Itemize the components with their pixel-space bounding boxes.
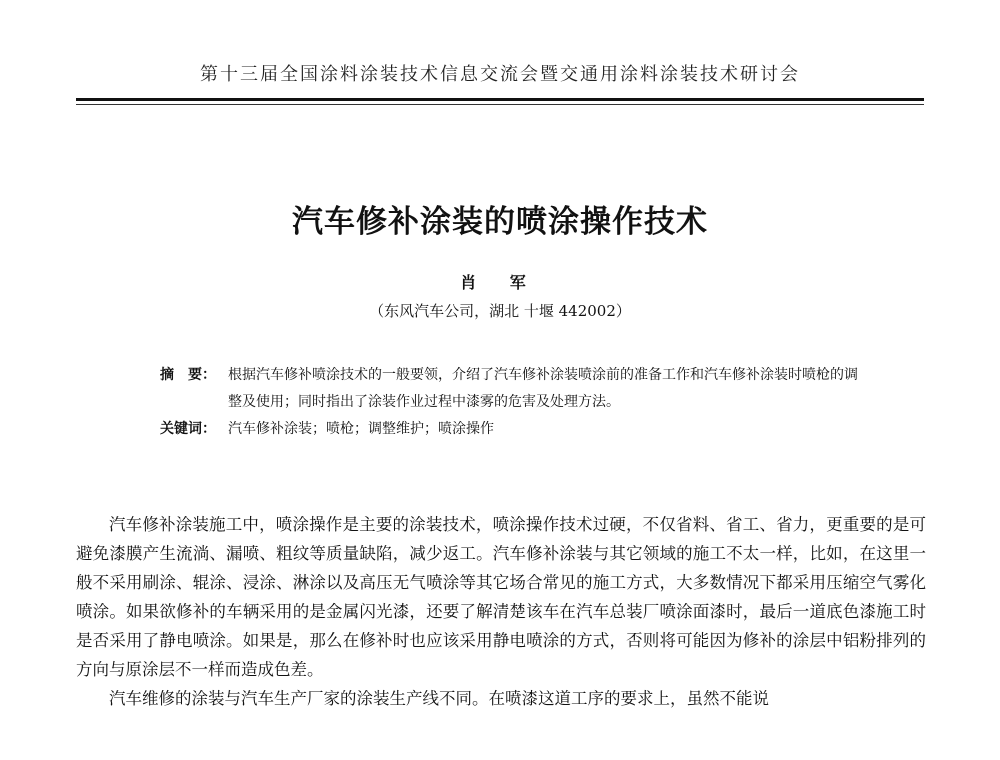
running-head: 第十三届全国涂料涂装技术信息交流会暨交通用涂料涂装技术研讨会 — [200, 64, 800, 85]
header-rule-thick — [76, 98, 924, 101]
keywords-label: 关键词： — [160, 421, 216, 437]
abstract-block — [160, 362, 860, 443]
paper-title: 汽车修补涂装的喷涂操作技术 — [292, 204, 708, 240]
keywords-row — [160, 416, 860, 443]
body-paragraph: 汽车修补涂装施工中，喷涂操作是主要的涂装技术，喷涂操作技术过硬，不仅省料、省工、省力，更重要的是可避免漆膜产生流淌、漏喷、粗纹等质量缺陷，减少返工。汽车修补涂装与其它领域的施工不太一样，比如，在这里一般不采用刷涂、辊涂、浸涂、淋涂以及高压无气喷涂等其它场合常见的施工方式，大多数情况下都采用压缩空气雾化喷涂。如果欲修补的车辆采用的是金属闪光漆，还要了解清楚该车在汽车总装厂喷涂面漆时，最后一道底色漆施工时是否采用了静电喷涂。如果是，那么在修补时也应该采用静电喷涂的方式，否则将可能因为修补的涂层中铝粉排列的方向与原涂层不一样而造成色差。 — [76, 515, 926, 679]
affiliation: （东风汽车公司，湖北 十堰 442002） — [369, 302, 631, 320]
author: 肖 军 — [460, 273, 540, 292]
body-paragraph: 汽车维修的涂装与汽车生产厂家的涂装生产线不同。在喷漆这道工序的要求上，虽然不能说 — [109, 689, 769, 708]
abstract-label: 摘 要： — [160, 367, 216, 383]
header-rule-thin — [76, 104, 924, 105]
keywords-text: 汽车修补涂装；喷枪；调整维护；喷涂操作 — [228, 421, 494, 437]
body-text — [76, 510, 926, 713]
abstract-row — [160, 362, 860, 416]
abstract-text: 根据汽车修补喷涂技术的一般要领，介绍了汽车修补涂装喷涂前的准备工作和汽车修补涂装时喷枪的调整及使用；同时指出了涂装作业过程中漆雾的危害及处理方法。 — [228, 367, 858, 410]
